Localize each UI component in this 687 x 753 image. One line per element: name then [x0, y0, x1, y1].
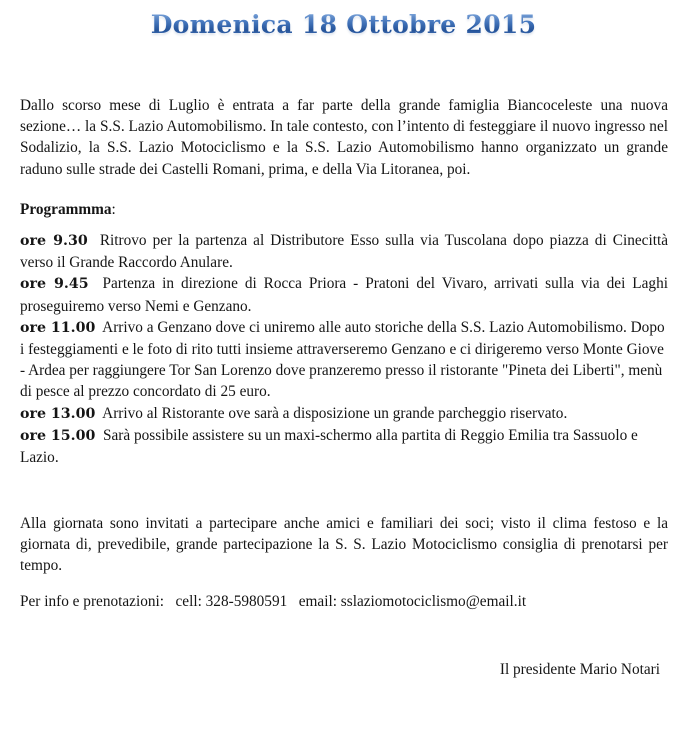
schedule-text: Partenza in direzione di Rocca Priora - Pratoni del Vivaro, arrivati sulla via dei Laghi proseguiremo verso Nemi e Genzano. [20, 275, 668, 315]
cell-label: cell: [175, 593, 202, 610]
email-label: email: [298, 593, 337, 610]
programme-colon: : [111, 201, 116, 218]
schedule-item [20, 317, 668, 403]
intro-paragraph: Dallo scorso mese di Luglio è entrata a far parte della grande famiglia Biancoceleste una nuova sezione… la S.S. Lazio Automobilismo. In tale contesto, con l’intento di festeggiare il nuovo ingresso nel Sodalizio, la S.S. Lazio Motociclismo e la S.S. Lazio Automobilismo hanno organizzato un grande raduno sulle strade dei Castelli Romani, prima, e della Via Litoranea, poi. [20, 97, 668, 178]
signature: Il presidente Mario Notari [499, 661, 660, 678]
schedule-time: ore 11.00 [20, 319, 96, 336]
programme-label: Programmma [20, 201, 112, 218]
contact-line [20, 591, 668, 612]
schedule-text: Sarà possibile assistere su un maxi-schermo alla partita di Reggio Emilia tra Sassuolo e Lazio. [20, 426, 638, 467]
schedule-text: Arrivo a Genzano dove ci uniremo alle auto storiche della S.S. Lazio Automobilismo. Dopo i festeggiamenti e le foto di rito tutti insieme attraverseremo Genzano e ci dirigeremo verso Monte Giove - Ardea per raggiungere Tor San Lorenzo dove pranzeremo presso il ristorante "Pineta dei Liberti", menù di pesce al prezzo concordato di 25 euro. [20, 318, 665, 401]
programme-heading [20, 199, 668, 220]
schedule-time: ore 13.00 [20, 405, 96, 422]
schedule-list [20, 230, 668, 468]
schedule-text: Arrivo al Ristorante ove sarà a disposizione un grande parcheggio riservato. [102, 404, 568, 422]
page-title: Domenica 18 Ottobre 2015 [0, 10, 687, 39]
schedule-item [20, 273, 668, 316]
cell-number[interactable]: 328-5980591 [205, 593, 288, 610]
schedule-item [20, 403, 668, 425]
schedule-time: ore 9.30 [20, 233, 88, 249]
closing-paragraph: Alla giornata sono invitati a partecipare anche amici e familiari dei soci; visto il clima festoso e la giornata di, prevedibile, grande partecipazione la S. S. Lazio Motociclismo consiglia di prenotarsi per tempo. [20, 515, 668, 575]
schedule-time: ore 15.00 [20, 427, 96, 444]
schedule-text: Ritrovo per la partenza al Distributore Esso sulla via Tuscolana dopo piazza di Cinecittà verso il Grande Raccordo Anulare. [20, 232, 668, 272]
schedule-time: ore 9.45 [20, 276, 89, 293]
schedule-item [20, 425, 668, 468]
schedule-item [20, 230, 668, 273]
contact-label: Per info e prenotazioni: [20, 593, 164, 610]
email-address[interactable]: sslaziomotociclismo@email.it [340, 593, 527, 610]
